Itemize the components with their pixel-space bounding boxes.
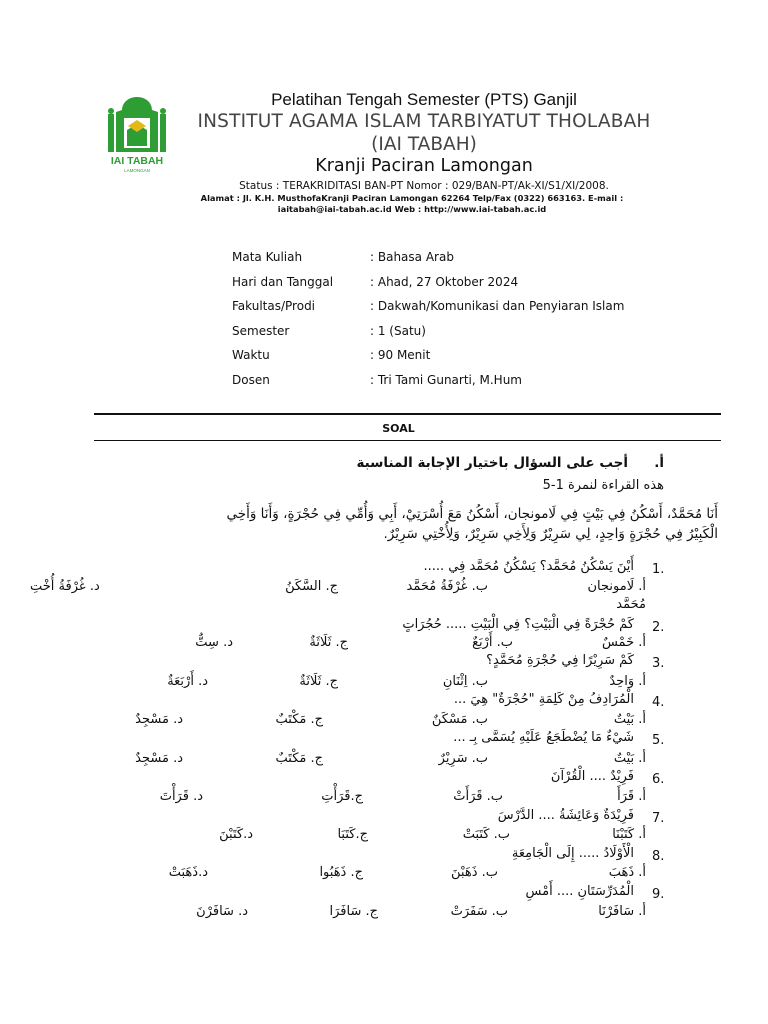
- answer-option[interactable]: أ. خَمْسٌ: [601, 635, 646, 650]
- info-label: Dosen: [232, 372, 270, 387]
- institution-name: INSTITUT AGAMA ISLAM TARBIYATUT THOLABAH: [197, 111, 651, 132]
- question-text: كَمْ سَرِيْرًا فِي حُجْرَةِ مُحَمَّدٍ؟: [486, 653, 634, 668]
- answer-option[interactable]: أ. بَيْتٌ: [613, 751, 646, 766]
- answer-option[interactable]: ب. غُرْفَةُ مُحَمَّد: [406, 579, 488, 594]
- info-value: : Bahasa Arab: [370, 250, 454, 264]
- answer-option[interactable]: ج. سَافَرَا: [329, 904, 378, 919]
- answer-option[interactable]: ب. كَتَبَتْ: [462, 827, 510, 842]
- question-text: أَيْنَ يَسْكُنُ مُحَمَّد؟ يَسْكُنُ مُحَمَّد فِي .....: [423, 559, 634, 574]
- answer-option[interactable]: ج. مَكْتَبٌ: [275, 712, 323, 727]
- logo-subtext: LAMONGAN: [124, 168, 150, 173]
- answer-option[interactable]: د. قَرَأْتَ: [159, 789, 203, 804]
- answer-option[interactable]: ب. أَرْبَعٌ: [472, 635, 513, 650]
- answer-option[interactable]: أ. وَاحِدٌ: [609, 674, 646, 689]
- passage-line: الْكَبِيْرُ فِي حُجْرَةٍ وَاحِدٍ، لِي سَرِيْرٌ وَلِأَخِي سَرِيْرٌ، وَلِأُخْتِي سَرِيْرٌ.: [383, 526, 718, 542]
- question-number: 9.: [652, 887, 665, 902]
- question-text: فَرِيْدٌ .... الْقُرْآنَ: [550, 769, 634, 784]
- answer-option[interactable]: د. أَرْبَعَةٌ: [167, 674, 208, 689]
- info-label: Mata Kuliah: [232, 250, 303, 264]
- answer-option[interactable]: ج.كَتَبَا: [337, 827, 368, 842]
- answer-option[interactable]: د. مَسْجِدٌ: [135, 712, 183, 727]
- question-number: 1.: [652, 562, 665, 577]
- info-value: : Tri Tami Gunarti, M.Hum: [370, 372, 522, 387]
- instruction-letter: أ.: [654, 455, 664, 471]
- instruction-subtext: هذه القراءة لنمرة 1-5: [542, 478, 664, 493]
- answer-option[interactable]: ب. مَسْكَنٌ: [431, 712, 488, 727]
- question-number: 7.: [652, 811, 665, 826]
- section-rule-bottom: [94, 440, 721, 441]
- answer-option[interactable]: أ. سَافَرْنَا: [598, 904, 646, 919]
- institution-abbreviation: (IAI TABAH): [371, 134, 477, 155]
- answer-option[interactable]: ب. قَرَأَتْ: [453, 789, 503, 804]
- answer-option[interactable]: ب. اِثْنَانِ: [442, 674, 488, 689]
- question-number: 3.: [652, 656, 665, 671]
- answer-option[interactable]: ج. مَكْتَبٌ: [275, 751, 323, 766]
- answer-option-continuation: مُحَمَّد: [616, 597, 646, 612]
- institution-city: Kranji Paciran Lamongan: [315, 156, 533, 176]
- answer-option[interactable]: ج. ثَلَاثَةٌ: [309, 635, 348, 650]
- info-value: : 90 Menit: [370, 348, 431, 362]
- question-number: 6.: [652, 772, 665, 787]
- section-rule-top: [94, 413, 721, 415]
- exam-title: Pelatihan Tengah Semester (PTS) Ganjil: [271, 90, 577, 109]
- answer-option[interactable]: ب. ذَهَبْنَ: [451, 865, 498, 880]
- answer-option[interactable]: د. سِتٌّ: [195, 635, 233, 650]
- info-label: Waktu: [232, 348, 270, 362]
- info-label: Fakultas/Prodi: [232, 299, 316, 313]
- answer-option[interactable]: ج.قَرَأْتِ: [321, 789, 363, 804]
- answer-option[interactable]: أ. لَامونجان: [587, 579, 646, 594]
- question-text: الْمُرَادِفُ مِنْ كَلِمَةِ "حُجْرَةٌ" هِيَ ...: [453, 692, 634, 707]
- answer-option[interactable]: أ. ذَهَبَ: [608, 865, 646, 880]
- answer-option[interactable]: ج. ذَهَبُوا: [319, 865, 363, 880]
- question-text: الْأَوْلَادُ ..... إِلَى الْجَامِعَةِ: [511, 846, 634, 861]
- answer-option[interactable]: د.كَتَبْنَ: [219, 827, 253, 842]
- logo-text: IAI TABAH: [110, 155, 164, 167]
- info-value: : Ahad, 27 Oktober 2024: [370, 274, 519, 289]
- accreditation-status: Status : TERAKRIDITASI BAN-PT Nomor : 029/BAN-PT/Ak-XI/S1/XI/2008.: [239, 180, 609, 192]
- answer-option[interactable]: أ. كَتَبْنَا: [612, 827, 646, 842]
- question-text: شَيْءٌ مَا يُضْطَجَعُ عَلَيْهِ يُسَمَّى بِـ ...: [453, 730, 634, 745]
- answer-option[interactable]: أ. بَيْتٌ: [613, 712, 646, 727]
- answer-option[interactable]: ب. سَرِيْرٌ: [438, 751, 488, 766]
- info-label: Semester: [232, 323, 290, 338]
- institution-address: Alamat : Jl. K.H. MusthofaKranji Paciran Lamongan 62264 Telp/Fax (0322) 663163. E-mail : iaitabah@iai-tabah.ac.id Web : http://www.iai-tabah.ac.id: [200, 193, 624, 214]
- question-number: 4.: [652, 695, 665, 710]
- section-title: SOAL: [382, 422, 415, 435]
- question-text: كَمْ حُجْرَةً فِي الْبَيْتِ؟ فِي الْبَيْتِ ..... حُجُرَاتٍ: [402, 617, 634, 632]
- info-value: : Dakwah/Komunikasi dan Penyiaran Islam: [370, 299, 625, 313]
- passage-line: أَنَا مُحَمَّدٌ، أَسْكُنُ فِي بَيْتٍ فِي لَامونجان، أَسْكُنُ مَعَ أُسْرَتِيْ، أَبِي وَأُمِّي فِي حُجْرَةٍ، وَأَنَا وَأَخِي: [226, 506, 718, 522]
- question-text: الْمُدَرِّسَتَانِ .... أَمْسِ: [525, 884, 634, 899]
- answer-option[interactable]: ب. سَفَرَتْ: [450, 904, 508, 919]
- answer-option[interactable]: د. مَسْجِدٌ: [135, 751, 183, 766]
- question-number: 2.: [652, 620, 665, 635]
- answer-option[interactable]: د.ذَهَبَتْ: [168, 865, 208, 880]
- answer-option[interactable]: ج. ثَلَاثَةٌ: [299, 674, 338, 689]
- question-number: 5.: [652, 733, 665, 748]
- answer-option[interactable]: د. سَافَرْنَ: [196, 904, 248, 919]
- instruction-text: أجب على السؤال باختيار الإجابة المناسبة: [356, 455, 628, 471]
- answer-option[interactable]: أ. قَرَأَ: [617, 789, 646, 804]
- question-number: 8.: [652, 849, 665, 864]
- answer-option[interactable]: ج. السَّكَنُ: [285, 579, 338, 594]
- info-value: : 1 (Satu): [370, 323, 426, 338]
- question-text: فَرِيْدَةٌ وَعَائِشَةُ .... الدَّرْسَ: [497, 808, 634, 823]
- answer-option[interactable]: د. غُرْفَةُ أُخْتِ: [30, 579, 100, 594]
- info-label: Hari dan Tanggal: [232, 274, 334, 289]
